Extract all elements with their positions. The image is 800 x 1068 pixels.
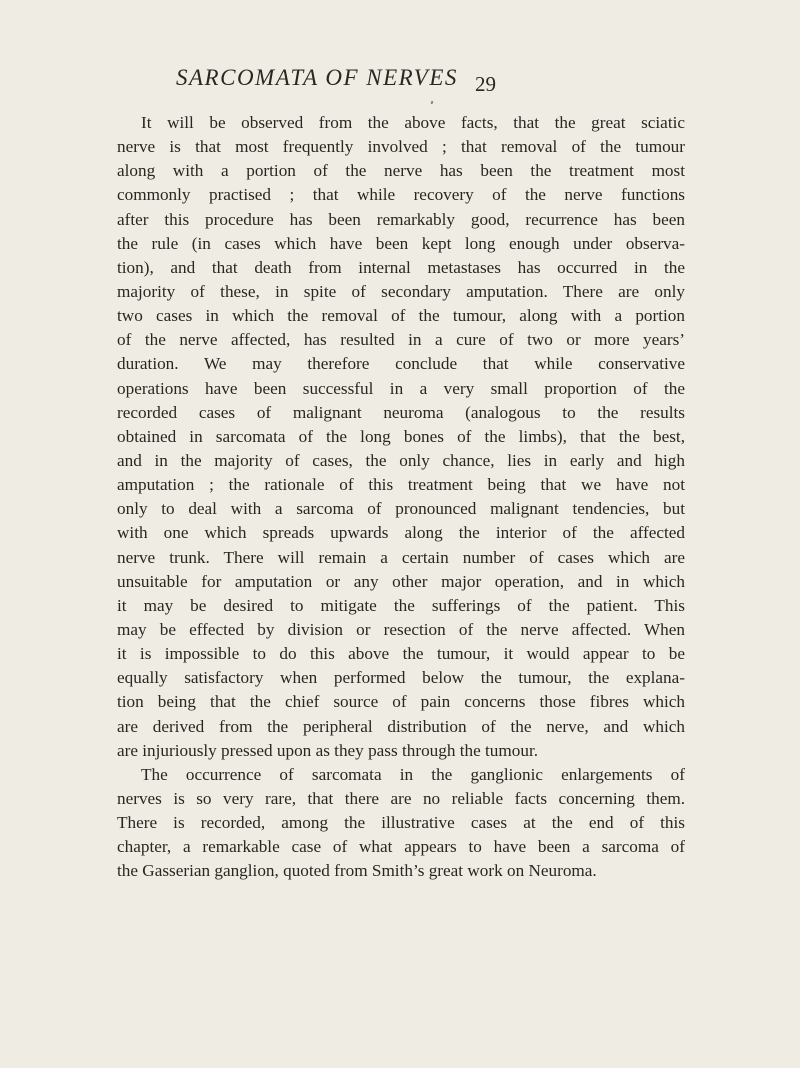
text-line: the rule (in cases which have been kept long enough under observa- <box>117 233 685 253</box>
page-number: 29 <box>475 72 496 96</box>
text-line: nerve trunk. There will remain a certain number of cases which are <box>117 547 685 567</box>
text-line: tion being that the chief source of pain concerns those fibres which <box>117 692 685 712</box>
text-line: chapter, a remarkable case of what appears to have been a sarcoma of <box>117 837 685 857</box>
text-line: with one which spreads upwards along the interior of the affected <box>117 523 685 543</box>
text-line: equally satisfactory when performed below the tumour, the explana- <box>117 668 685 688</box>
running-header-title: SARCOMATA OF NERVES <box>176 65 458 90</box>
text-line: The occurrence of sarcomata in the ganglionic enlargements of <box>141 764 685 784</box>
text-line: obtained in sarcomata of the long bones of the limbs), that the best, <box>117 426 685 446</box>
text-line: unsuitable for amputation or any other major operation, and in which <box>117 571 685 591</box>
text-line: nerve is that most frequently involved ; that removal of the tumour <box>117 137 685 157</box>
text-line: commonly practised ; that while recovery of the nerve functions <box>117 185 685 205</box>
text-line: and in the majority of cases, the only chance, lies in early and high <box>117 450 685 470</box>
text-line: amputation ; the rationale of this treatment being that we have not <box>117 475 685 495</box>
text-line: It will be observed from the above facts, that the great sciatic <box>141 113 685 132</box>
text-line: are derived from the peripheral distribution of the nerve, and which <box>117 716 685 736</box>
text-line: only to deal with a sarcoma of pronounced malignant tendencies, but <box>117 499 685 519</box>
text-line: along with a portion of the nerve has been the treatment most <box>117 161 685 181</box>
text-line: are injuriously pressed upon as they pass through the tumour. <box>117 740 539 760</box>
text-line: the Gasserian ganglion, quoted from Smith’s great work on Neuroma. <box>117 861 597 881</box>
body-text <box>117 111 685 884</box>
text-line: There is recorded, among the illustrative cases at the end of this <box>117 813 685 833</box>
text-line: may be effected by division or resection of the nerve affected. When <box>117 619 685 639</box>
text-line: duration. We may therefore conclude that while conservative <box>117 354 685 374</box>
text-line: of the nerve affected, has resulted in a cure of two or more years’ <box>117 330 685 350</box>
text-line: nerves is so very rare, that there are no reliable facts concerning them. <box>117 788 685 808</box>
text-line: operations have been successful in a very small proportion of the <box>117 378 685 398</box>
text-line: majority of these, in spite of secondary amputation. There are only <box>117 281 685 301</box>
text-line: it is impossible to do this above the tumour, it would appear to be <box>117 644 685 664</box>
text-line: after this procedure has been remarkably good, recurrence has been <box>117 209 685 229</box>
text-line: two cases in which the removal of the tumour, along with a portion <box>117 306 685 326</box>
text-line: it may be desired to mitigate the sufferings of the patient. This <box>117 595 685 615</box>
text-line: tion), and that death from internal metastases has occurred in the <box>117 257 685 277</box>
print-speck <box>431 101 434 105</box>
text-line: recorded cases of malignant neuroma (analogous to the results <box>117 402 685 422</box>
